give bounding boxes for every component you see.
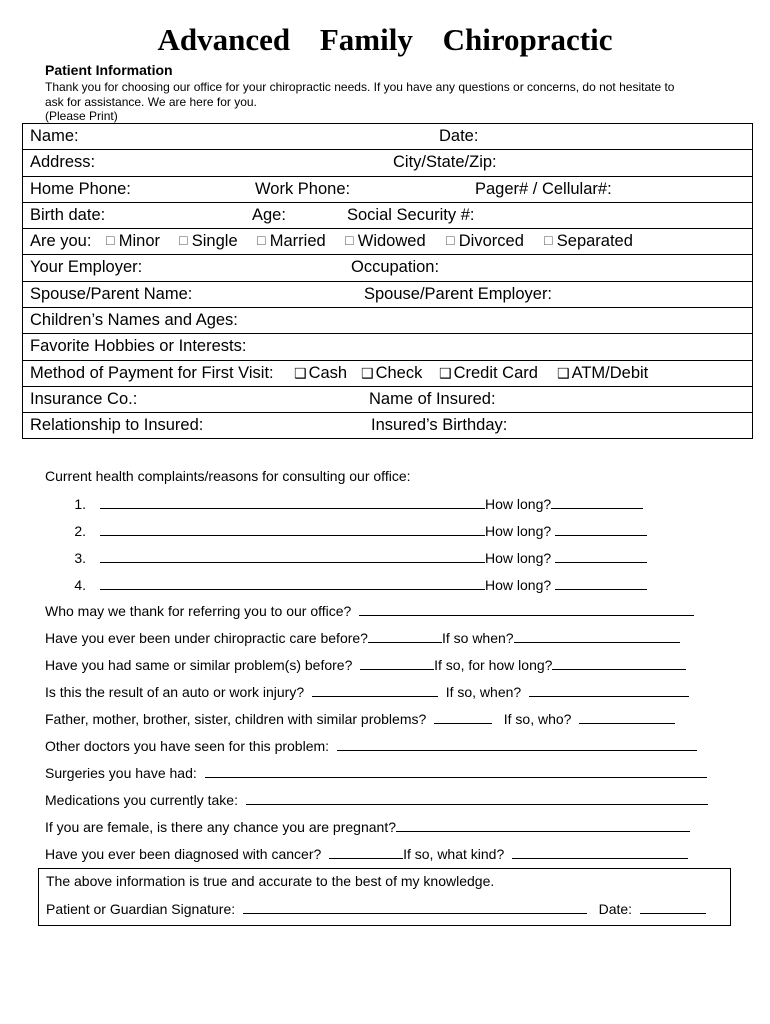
family-input[interactable] [434,710,492,724]
checkbox-square-icon[interactable]: ❑ [557,365,570,382]
form-title: Advanced Family Chiropractic [157,22,613,57]
injury-question: Is this the result of an auto or work injury? If so, when? [45,683,689,700]
relationship-row[interactable] [23,413,752,439]
intro-line: ask for assistance. We are here for you. [45,94,257,109]
payment-label: Method of Payment for First Visit: [30,363,274,382]
ssn-label: Social Security #: [347,205,475,224]
name-label: Name: [30,127,79,145]
complaint-item: 2. How long? [66,522,647,539]
checkbox-square-icon[interactable]: ❑ [439,365,452,382]
signature-line: Patient or Guardian Signature: Date: [46,900,706,917]
complaint-input[interactable] [100,522,485,536]
relationship-label: Relationship to Insured: [30,416,204,435]
checkbox-icon[interactable]: ☐ [344,234,355,249]
spouse-name-label: Spouse/Parent Name: [30,284,193,303]
family-who-input[interactable] [579,710,675,724]
pregnant-question: If you are female, is there any chance you are pregnant? [45,818,690,835]
address-row[interactable] [23,150,752,176]
payment-cash[interactable]: ❑ Cash [294,363,348,382]
medications-question: Medications you currently take: [45,791,708,808]
section-title: Patient Information [45,62,173,78]
insurance-row[interactable] [23,387,752,413]
how-long-input[interactable] [551,495,643,509]
medications-input[interactable] [246,791,708,805]
family-question: Father, mother, brother, sister, children with similar problems? If so, who? [45,710,675,727]
children-label: Children’s Names and Ages: [30,311,238,330]
cancer-input[interactable] [329,845,403,859]
signature-box [38,868,731,926]
payment-row [23,361,752,387]
checkbox-icon[interactable]: ☐ [256,234,267,249]
checkbox-icon[interactable]: ☐ [105,234,116,249]
are-you-label: Are you: [30,232,92,251]
pregnant-input[interactable] [396,818,690,832]
option-widowed[interactable]: ☐ Widowed [344,232,426,251]
option-separated[interactable]: ☐ Separated [543,232,633,251]
prior-care-input[interactable] [368,629,442,643]
checkbox-icon[interactable]: ☐ [445,234,456,249]
signature-date-input[interactable] [640,900,706,914]
payment-credit-card[interactable]: ❑ Credit Card [439,363,538,382]
how-long-input[interactable] [555,549,647,563]
birth-row[interactable] [23,203,752,229]
option-single[interactable]: ☐ Single [178,232,238,251]
checkbox-icon[interactable]: ☐ [543,234,554,249]
birth-date-label: Birth date: [30,205,106,224]
complaints-label: Current health complaints/reasons for consulting our office: [45,468,411,484]
hobbies-label: Favorite Hobbies or Interests: [30,337,247,356]
complaint-item: 1. How long? [66,495,643,512]
referral-input[interactable] [359,602,694,616]
intro-text [45,80,735,124]
work-phone-label: Work Phone: [255,179,351,198]
injury-when-input[interactable] [529,683,689,697]
home-phone-label: Home Phone: [30,179,131,198]
city-state-zip-label: City/State/Zip: [393,153,497,172]
surgeries-question: Surgeries you have had: [45,764,707,781]
cancer-question: Have you ever been diagnosed with cancer? If so, what kind? [45,845,688,862]
complaint-item: 3. How long? [66,549,647,566]
address-label: Address: [30,153,96,172]
signature-statement: The above information is true and accurate to the best of my knowledge. [46,873,495,889]
children-row[interactable] [23,308,752,334]
marital-row [23,229,752,255]
employer-row[interactable] [23,255,752,281]
name-of-insured-label: Name of Insured: [369,389,496,408]
cancer-kind-input[interactable] [512,845,688,859]
intro-line: Thank you for choosing our office for your chiropractic needs. If you have any questions or concerns, do not hesitate to [45,80,675,94]
other-doctors-input[interactable] [337,737,697,751]
pager-cellular-label: Pager# / Cellular#: [475,179,612,198]
checkbox-square-icon[interactable]: ❑ [361,365,374,382]
phone-row[interactable] [23,177,752,203]
similar-how-long-input[interactable] [552,656,686,670]
similar-problem-question: Have you had same or similar problem(s) before? If so, for how long? [45,656,686,673]
injury-input[interactable] [312,683,438,697]
age-label: Age: [252,205,286,224]
similar-problem-input[interactable] [360,656,434,670]
patient-info-table [22,123,753,439]
payment-atm-debit[interactable]: ❑ ATM/Debit [557,363,649,382]
payment-check[interactable]: ❑ Check [361,363,423,382]
prior-care-question: Have you ever been under chiropractic care before? If so when? [45,629,680,646]
intro-line: (Please Print) [45,109,118,123]
prior-care-when-input[interactable] [514,629,680,643]
how-long-input[interactable] [555,522,647,536]
checkbox-square-icon[interactable]: ❑ [294,365,307,382]
complaint-input[interactable] [100,495,485,509]
employer-label: Your Employer: [30,258,143,277]
occupation-label: Occupation: [351,258,440,277]
option-married[interactable]: ☐ Married [256,232,326,251]
other-doctors-question: Other doctors you have seen for this problem: [45,737,697,754]
complaint-item: 4. How long? [66,576,647,593]
hobbies-row[interactable] [23,334,752,360]
spouse-row[interactable] [23,282,752,308]
complaint-input[interactable] [100,576,485,590]
signature-input[interactable] [243,900,587,914]
checkbox-icon[interactable]: ☐ [178,234,189,249]
option-minor[interactable]: ☐ Minor [105,232,161,251]
referral-question: Who may we thank for referring you to our office? [45,602,694,619]
how-long-input[interactable] [555,576,647,590]
complaint-input[interactable] [100,549,485,563]
surgeries-input[interactable] [205,764,707,778]
date-label: Date: [439,127,479,145]
option-divorced[interactable]: ☐ Divorced [445,232,524,251]
insurance-co-label: Insurance Co.: [30,389,138,408]
name-row[interactable] [23,124,752,150]
insured-birthday-label: Insured’s Birthday: [371,416,508,435]
spouse-employer-label: Spouse/Parent Employer: [364,284,553,303]
